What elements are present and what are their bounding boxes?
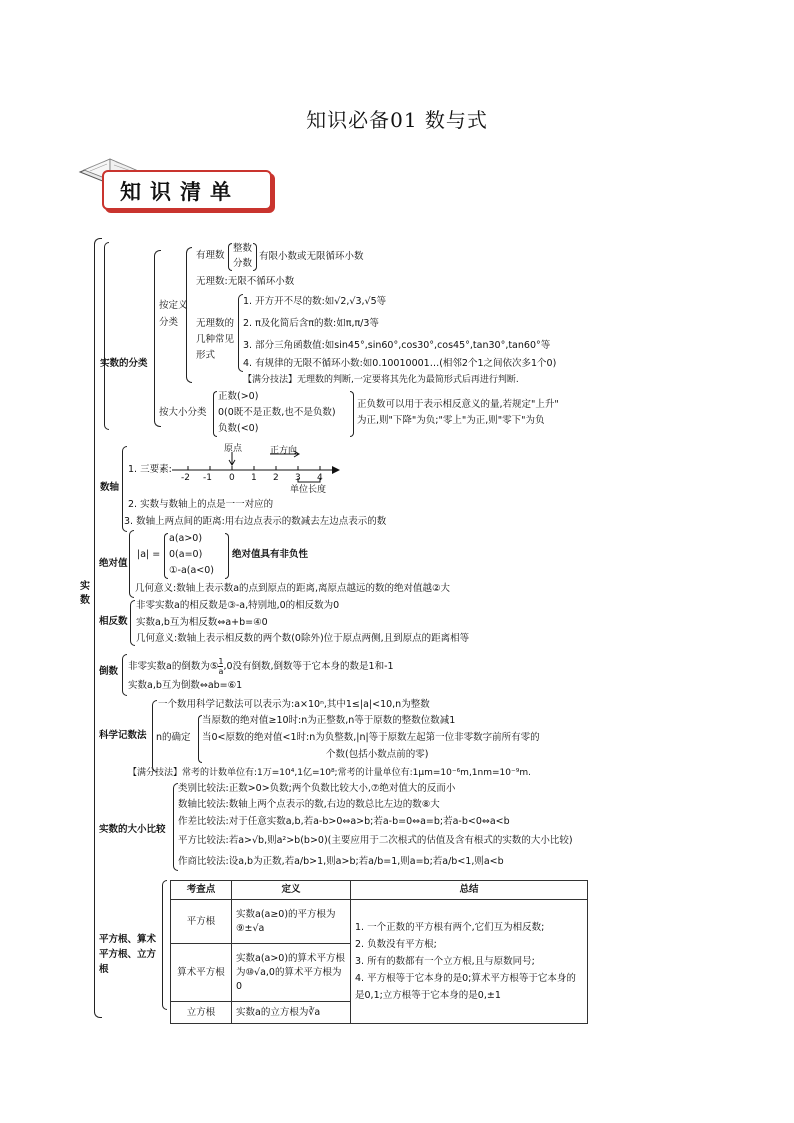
by-size-label: 按大小分类 — [159, 407, 207, 418]
header-definition: 定义 — [232, 881, 351, 900]
rational-bracket — [228, 243, 232, 271]
positive-label: 正数(>0) — [218, 391, 259, 402]
compare-line-4: 平方比较法:若a>√b,则a²>b(b>0)(主要应用于二次根式的估值及含有根式的实数的大小比较) — [178, 835, 573, 846]
n-rule-2: 当0<原数的绝对值<1时:n为负整数,|n|等于原数左起第一位非零数字前所有零的 — [202, 732, 540, 743]
reciprocal-label: 倒数 — [99, 666, 119, 677]
absolute-right-bracket — [225, 533, 229, 579]
opposite-bracket — [130, 600, 135, 646]
rational-label: 有理数 — [196, 250, 225, 261]
three-elements-label: 1. 三要素: — [128, 464, 172, 475]
opposite-label: 相反数 — [99, 616, 128, 627]
form-item-3: 3. 部分三角函数值:如sin45°,sin60°,cos30°,cos45°,tan30°,tan60°等 — [243, 340, 551, 351]
size-note-1: 正负数可以用于表示相反意义的量,若规定"上升" — [357, 399, 559, 410]
negative-label: 负数(<0) — [218, 423, 259, 434]
definition-bracket — [186, 247, 192, 383]
reciprocal-bracket — [122, 654, 127, 696]
absolute-lhs: |a| = — [137, 549, 161, 560]
header-summary: 总结 — [351, 881, 588, 900]
compare-line-5: 作商比较法:设a,b为正数,若a/b>1,则a>b;若a/b=1,则a=b;若a/b<1,则a<b — [178, 856, 504, 867]
direction-label: 正方向 — [270, 446, 298, 456]
common-forms-label-2: 几种常见 — [196, 334, 235, 345]
row-def-cube-root: 实数a的立方根为∛a — [232, 1002, 351, 1024]
tick-label-neg2: -2 — [181, 473, 190, 483]
absolute-label: 绝对值 — [99, 558, 128, 569]
scientific-tip: 【满分技法】常考的计数单位有:1万=10⁴,1亿=10⁸;常考的计量单位有:1μm=10⁻⁶m,1nm=10⁻⁹m. — [128, 768, 531, 778]
section-banner — [102, 170, 272, 210]
tick-label-4: 4 — [317, 473, 323, 483]
tick-label-3: 3 — [295, 473, 301, 483]
row-def-arithmetic-root: 实数a(a>0)的算术平方根为⑩√a,0的算术平方根为0 — [232, 944, 351, 1002]
number-line-item-3: 3. 数轴上两点间的距离:用右边点表示的数减去左边点表示的数 — [124, 516, 387, 527]
summary-item-3: 3. 所有的数都有一个立方根,且与原数同号; — [355, 956, 535, 967]
scientific-line-1: 一个数用科学记数法可以表示为:a×10ⁿ,其中1≤|a|<10,n为整数 — [158, 699, 430, 710]
banner-text: 知识清单 — [120, 180, 240, 204]
irrational-label: 无理数:无限不循环小数 — [196, 276, 295, 287]
n-rule-1: 当原数的绝对值≥10时:n为正整数,n等于原数的整数位数减1 — [202, 715, 456, 726]
header-point: 考查点 — [171, 881, 232, 900]
reciprocal-numerator: 1 — [218, 657, 224, 666]
absolute-case-bracket — [164, 533, 168, 579]
common-forms-label: 无理数的 — [196, 318, 235, 329]
origin-label: 原点 — [224, 444, 243, 454]
opposite-line-3: 几何意义:数轴上表示相反数的两个数(0除外)位于原点两侧,且到原点的距离相等 — [136, 633, 470, 644]
absolute-case-1: a(a>0) — [169, 533, 203, 544]
summary-cell — [351, 900, 588, 1024]
classification-inner-bracket — [154, 250, 161, 427]
scientific-label: 科学记数法 — [99, 730, 147, 741]
tick-label-0: 0 — [229, 473, 235, 483]
form-item-2: 2. π及化简后含π的数:如π,π/3等 — [243, 318, 379, 329]
tick-label-1: 1 — [251, 473, 257, 483]
common-forms-label-3: 形式 — [196, 350, 216, 361]
rational-right-bracket — [253, 243, 257, 271]
compare-label: 实数的大小比较 — [99, 824, 166, 835]
row-def-square-root: 实数a(a≥0)的平方根为⑨±√a — [232, 900, 351, 944]
size-right-bracket — [350, 391, 354, 437]
unit-length-label: 单位长度 — [290, 485, 327, 495]
form-item-4: 4. 有规律的无限不循环小数:如0.10010001…(相邻2个1之间依次多1个0) — [243, 358, 557, 369]
reciprocal-line-1b: ,0没有倒数,倒数等于它本身的数是1和-1 — [223, 661, 394, 672]
integer-label: 整数 — [233, 243, 253, 254]
page-title: 知识必备01 数与式 — [306, 108, 488, 132]
row-point-square-root: 平方根 — [171, 900, 232, 944]
classification-tip: 【满分技法】无理数的判断,一定要将其先化为最简形式后再进行判断. — [243, 375, 519, 385]
by-definition-label: 按定义 — [159, 300, 188, 311]
absolute-geometric-meaning: 几何意义:数轴上表示数a的点到原点的距离,离原点越远的数的绝对值越②大 — [135, 583, 451, 594]
tick-marks — [188, 466, 320, 470]
row-point-arithmetic-root: 算术平方根 — [171, 944, 232, 1002]
compare-line-3: 作差比较法:对于任意实数a,b,若a-b>0⇔a>b;若a-b=0⇔a=b;若a-b<0⇔a<b — [178, 816, 510, 827]
number-line-label: 数轴 — [100, 482, 120, 493]
absolute-case-2: 0(a=0) — [169, 549, 203, 560]
by-definition-label-2: 分类 — [159, 317, 179, 328]
zero-label: 0(0既不是正数,也不是负数) — [218, 407, 336, 418]
roots-table-header — [171, 881, 588, 900]
root-label: 实数 — [80, 581, 90, 606]
summary-item-4: 4. 平方根等于它本身的是0;算术平方根等于它本身的是0,1;立方根等于它本身的是0,±1 — [355, 973, 576, 1001]
compare-line-1: 类别比较法:正数>0>负数;两个负数比较大小,⑦绝对值大的反而小 — [178, 783, 456, 794]
reciprocal-denominator: a — [218, 667, 224, 676]
opposite-line-2: 实数a,b互为相反数⇔a+b=④0 — [136, 617, 268, 628]
roots-table — [170, 880, 588, 1024]
opposite-line-1: 非零实数a的相反数是③-a,特别地,0的相反数为0 — [136, 600, 340, 611]
row-point-cube-root: 立方根 — [171, 1002, 232, 1024]
n-determination-label: n的确定 — [156, 732, 191, 743]
absolute-bracket — [129, 530, 134, 598]
reciprocal-line-2: 实数a,b互为倒数⇔ab=⑥1 — [128, 680, 243, 691]
absolute-nonnegativity: 绝对值具有非负性 — [232, 549, 309, 560]
summary-item-1: 1. 一个正数的平方根有两个,它们互为相反数; — [355, 922, 545, 933]
form-item-1: 1. 开方开不尽的数:如√2,√3,√5等 — [243, 296, 387, 307]
root-bracket — [94, 238, 102, 1018]
summary-item-2: 2. 负数没有平方根; — [355, 939, 437, 950]
size-note-2: 为正,则"下降"为负;"零上"为正,则"零下"为负 — [357, 415, 545, 426]
fraction-label: 分数 — [233, 258, 253, 269]
number-line-item-2: 2. 实数与数轴上的点是一一对应的 — [128, 499, 274, 510]
reciprocal-line-1a: 非零实数a的倒数为⑤ — [128, 661, 219, 672]
tick-label-2: 2 — [273, 473, 279, 483]
roots-label: 平方根、算术平方根、立方根 — [99, 934, 157, 975]
classification-label: 实数的分类 — [100, 358, 148, 369]
reciprocal-line-1 — [128, 657, 394, 676]
rational-note: 有限小数或无限循环小数 — [259, 251, 364, 262]
compare-line-2: 数轴比较法:数轴上两个点表示的数,右边的数总比左边的数⑧大 — [178, 799, 440, 810]
table-row — [171, 900, 588, 944]
size-bracket — [213, 391, 217, 437]
classification-bracket — [104, 242, 109, 430]
n-rule-3: 个数(包括小数点前的零) — [326, 749, 429, 760]
tick-label-neg1: -1 — [203, 473, 212, 483]
absolute-case-3: ①-a(a<0) — [169, 565, 215, 576]
